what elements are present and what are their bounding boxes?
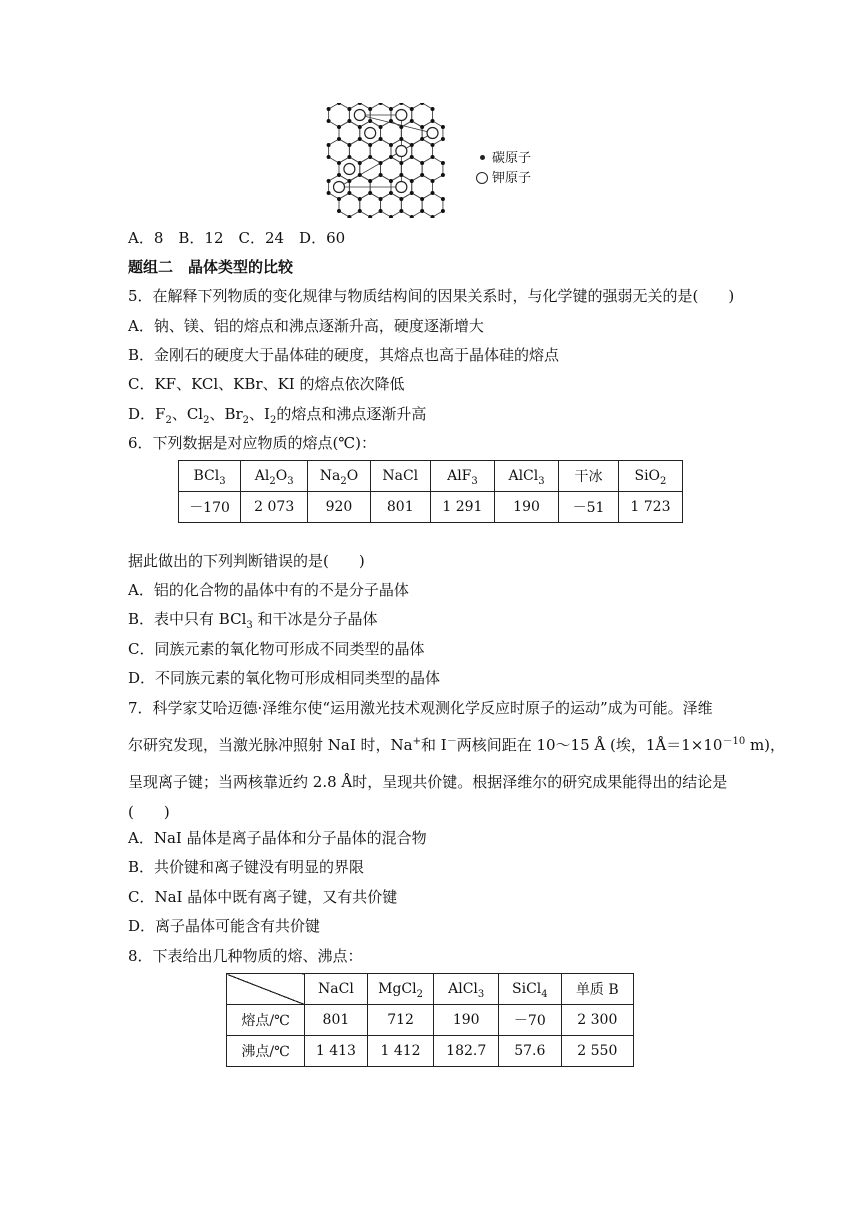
q5-d-text: D．F bbox=[128, 405, 166, 423]
q6-melting-point-table bbox=[178, 460, 683, 523]
q5-option-c: C．KF、KCl、KBr、KI 的熔点依次降低 bbox=[128, 375, 405, 393]
table-cell: 1 723 bbox=[618, 492, 682, 523]
table-header-cell: AlF$_3$ bbox=[430, 461, 494, 492]
carbon-atom bbox=[327, 143, 331, 147]
table-corner-cell bbox=[227, 974, 305, 1005]
q7-text: 和 I bbox=[421, 736, 447, 754]
carbon-atom bbox=[358, 209, 362, 213]
carbon-atom bbox=[441, 161, 445, 165]
subscript: 3 bbox=[246, 620, 253, 631]
table-header-cell: AlCl$_3$ bbox=[434, 974, 499, 1005]
q7-option-b: B．共价键和离子键没有明显的界限 bbox=[128, 858, 365, 876]
q5-option-d bbox=[128, 404, 426, 424]
carbon-atom bbox=[431, 107, 435, 111]
carbon-atom bbox=[420, 197, 424, 201]
carbon-atom bbox=[441, 197, 445, 201]
carbon-atom bbox=[347, 107, 351, 111]
carbon-atom bbox=[358, 125, 362, 129]
carbon-atom bbox=[337, 197, 341, 201]
q7-line-3: 呈现离子键；当两核靠近约 2.8 Å时，呈现共价键。根据泽维尔的研究成果能得出的结论是 bbox=[128, 773, 728, 791]
crystal-structure-figure bbox=[325, 103, 450, 218]
hexagon-ring bbox=[422, 193, 443, 217]
table-row bbox=[227, 1036, 634, 1067]
carbon-atom bbox=[420, 209, 424, 213]
potassium-atom bbox=[396, 182, 407, 193]
carbon-atom bbox=[337, 161, 341, 165]
carbon-atom bbox=[327, 191, 331, 195]
potassium-atom bbox=[354, 110, 365, 121]
carbon-atom bbox=[327, 179, 331, 183]
table-cell: 920 bbox=[308, 492, 370, 523]
potassium-atom bbox=[365, 128, 376, 139]
q7-line-2 bbox=[128, 735, 785, 755]
hexagon-ring bbox=[329, 103, 350, 127]
carbon-atom bbox=[389, 179, 393, 183]
hexagon-ring bbox=[381, 193, 402, 217]
table-row bbox=[179, 492, 683, 523]
superscript: －10 bbox=[722, 736, 746, 747]
table-header-cell: BCl$_3$ bbox=[179, 461, 241, 492]
q7-option-a: A．NaI 晶体是离子晶体和分子晶体的混合物 bbox=[128, 829, 427, 847]
table-cell: 182.7 bbox=[434, 1036, 499, 1067]
carbon-atom bbox=[337, 103, 341, 105]
carbon-atom bbox=[431, 119, 435, 123]
carbon-atom bbox=[379, 173, 383, 177]
carbon-atom bbox=[399, 173, 403, 177]
carbon-atom bbox=[431, 215, 435, 218]
q5-d-text: 、I bbox=[249, 405, 270, 423]
carbon-atom bbox=[358, 173, 362, 177]
hexagon-ring bbox=[329, 139, 350, 163]
q7-line-4: ( ) bbox=[128, 803, 170, 821]
potassium-atom bbox=[427, 128, 438, 139]
q7-option-d: D．离子晶体可能含有共价键 bbox=[128, 917, 321, 935]
carbon-atom bbox=[379, 209, 383, 213]
legend-potassium bbox=[476, 170, 531, 188]
legend-potassium-label: 钾原子 bbox=[492, 171, 532, 186]
carbon-atom bbox=[389, 143, 393, 147]
q7-line-1: 7．科学家艾哈迈德·泽维尔使“运用激光技术观测化学反应时原子的运动”成为可能。泽维 bbox=[128, 699, 713, 717]
carbon-atom bbox=[399, 137, 403, 141]
table-cell: 801 bbox=[370, 492, 430, 523]
hexagon-ring bbox=[412, 175, 433, 199]
table-header-cell: $Al_2O_3$ bbox=[241, 461, 308, 492]
legend-carbon bbox=[476, 150, 531, 168]
carbon-atom bbox=[379, 137, 383, 141]
carbon-atom bbox=[347, 143, 351, 147]
hexagon-ring bbox=[381, 157, 402, 181]
carbon-atom bbox=[431, 191, 435, 195]
carbon-atom bbox=[410, 179, 414, 183]
carbon-atom bbox=[327, 155, 331, 159]
carbon-atom bbox=[337, 125, 341, 129]
q5-option-a: A．钠、镁、铝的熔点和沸点逐渐升高，硬度逐渐增大 bbox=[128, 317, 484, 335]
carbon-atom bbox=[358, 103, 362, 105]
table-row bbox=[227, 1005, 634, 1036]
carbon-atom bbox=[420, 161, 424, 165]
carbon-atom bbox=[389, 191, 393, 195]
table-header-cell: SiCl$_4$ bbox=[499, 974, 562, 1005]
hexagon-ring bbox=[412, 139, 433, 163]
table-cell: 1 413 bbox=[305, 1036, 368, 1067]
q5-d-text: 、Br bbox=[209, 405, 243, 423]
q6-option-c: C．同族元素的氧化物可形成不同类型的晶体 bbox=[128, 640, 425, 658]
carbon-atom bbox=[441, 125, 445, 129]
hexagon-ring bbox=[412, 103, 433, 127]
q6-b-text: B．表中只有 BCl bbox=[128, 610, 247, 628]
carbon-atom bbox=[347, 215, 351, 218]
carbon-atom bbox=[431, 155, 435, 159]
table-header-cell: AlCl$_3$ bbox=[494, 461, 558, 492]
carbon-atom bbox=[327, 119, 331, 123]
carbon-atom bbox=[379, 125, 383, 129]
table-cell: 190 bbox=[434, 1005, 499, 1036]
row-label: 熔点/℃ bbox=[227, 1005, 305, 1036]
legend-carbon-label: 碳原子 bbox=[492, 151, 532, 166]
carbon-atom bbox=[420, 125, 424, 129]
carbon-atom bbox=[358, 137, 362, 141]
carbon-atom bbox=[399, 103, 403, 105]
carbon-atom bbox=[347, 155, 351, 159]
carbon-atom bbox=[420, 137, 424, 141]
carbon-atom bbox=[379, 161, 383, 165]
potassium-atom bbox=[396, 146, 407, 157]
table-cell: －70 bbox=[499, 1005, 562, 1036]
carbon-atom bbox=[368, 107, 372, 111]
carbon-atom bbox=[368, 179, 372, 183]
table-cell: －51 bbox=[559, 492, 619, 523]
carbon-atom bbox=[441, 173, 445, 177]
carbon-atom bbox=[431, 179, 435, 183]
table-cell: －170 bbox=[179, 492, 241, 523]
hexagon-ring bbox=[349, 139, 370, 163]
table-header-cell: SiO$_2$ bbox=[618, 461, 682, 492]
carbon-atom bbox=[399, 125, 403, 129]
hexagon-ring bbox=[339, 121, 360, 145]
carbon-atom bbox=[337, 173, 341, 177]
q8-properties-table bbox=[226, 973, 634, 1067]
hexagon-ring bbox=[370, 139, 391, 163]
table-cell: 801 bbox=[305, 1005, 368, 1036]
subscript: 2 bbox=[269, 415, 277, 426]
carbon-atom bbox=[327, 107, 331, 111]
carbon-atom bbox=[347, 191, 351, 195]
carbon-atom bbox=[399, 209, 403, 213]
carbon-atom bbox=[410, 191, 414, 195]
table-header-cell: MgCl$_2$ bbox=[367, 974, 434, 1005]
carbon-atom bbox=[420, 103, 424, 105]
q5-option-b: B．金刚石的硬度大于晶体硅的硬度，其熔点也高于晶体硅的熔点 bbox=[128, 346, 560, 364]
q7-option-c: C．NaI 晶体中既有离子键，又有共价键 bbox=[128, 888, 398, 906]
q5-d-text: 、Cl bbox=[171, 405, 204, 423]
carbon-atom bbox=[389, 215, 393, 218]
carbon-atom bbox=[441, 209, 445, 213]
carbon-atom bbox=[379, 197, 383, 201]
q7-text: m)， bbox=[745, 736, 786, 754]
row-label: 沸点/℃ bbox=[227, 1036, 305, 1067]
table-cell: 2 073 bbox=[241, 492, 308, 523]
carbon-atom bbox=[368, 155, 372, 159]
carbon-atom bbox=[347, 119, 351, 123]
q6-prompt: 据此做出的下列判断错误的是( ) bbox=[128, 552, 365, 570]
carbon-atom bbox=[399, 161, 403, 165]
q8-stem: 8．下表给出几种物质的熔、沸点： bbox=[128, 947, 363, 965]
carbon-atom bbox=[358, 197, 362, 201]
hexagon-ring bbox=[422, 157, 443, 181]
potassium-atom bbox=[334, 182, 345, 193]
group-heading: 题组二 晶体类型的比较 bbox=[128, 258, 294, 276]
potassium-atom bbox=[344, 164, 355, 175]
carbon-atom bbox=[368, 143, 372, 147]
carbon-atom bbox=[399, 197, 403, 201]
q6-option-a: A．铝的化合物的晶体中有的不是分子晶体 bbox=[128, 581, 409, 599]
table-row bbox=[179, 461, 683, 492]
carbon-atom bbox=[368, 215, 372, 218]
table-row bbox=[227, 974, 634, 1005]
table-header-cell: NaCl bbox=[370, 461, 430, 492]
carbon-atom bbox=[389, 155, 393, 159]
carbon-atom bbox=[368, 119, 372, 123]
hexagon-ring bbox=[360, 193, 381, 217]
q5-stem: 5．在解释下列物质的变化规律与物质结构间的因果关系时，与化学键的强弱无关的是( ) bbox=[128, 287, 735, 305]
carbon-atom bbox=[410, 107, 414, 111]
carbon-atom bbox=[410, 119, 414, 123]
table-cell: 2 550 bbox=[561, 1036, 633, 1067]
table-header-cell: 干冰 bbox=[559, 461, 619, 492]
table-cell: 57.6 bbox=[499, 1036, 562, 1067]
table-cell: 190 bbox=[494, 492, 558, 523]
table-header-cell: 单质 B bbox=[561, 974, 633, 1005]
q6-stem: 6．下列数据是对应物质的熔点(℃)： bbox=[128, 434, 377, 452]
table-header-cell: $Na_2O$ bbox=[308, 461, 370, 492]
potassium-atom bbox=[396, 110, 407, 121]
carbon-atom bbox=[389, 119, 393, 123]
q5-d-text: 的熔点和沸点逐渐升高 bbox=[276, 405, 427, 423]
subscript: 2 bbox=[242, 415, 250, 426]
table-cell: 1 412 bbox=[367, 1036, 434, 1067]
carbon-atom bbox=[441, 137, 445, 141]
carbon-atom bbox=[410, 215, 414, 218]
carbon-atom bbox=[431, 143, 435, 147]
hexagon-ring bbox=[401, 121, 422, 145]
hexagon-ring bbox=[401, 157, 422, 181]
q7-text: 尔研究发现，当激光脉冲照射 NaI 时，Na bbox=[128, 736, 413, 754]
table-cell: 2 300 bbox=[561, 1005, 633, 1036]
hexagon-ring bbox=[401, 193, 422, 217]
subscript: 2 bbox=[165, 415, 172, 426]
q6-option-b bbox=[128, 609, 378, 629]
carbon-atom bbox=[410, 155, 414, 159]
table-cell: 712 bbox=[367, 1005, 434, 1036]
table-cell: 1 291 bbox=[430, 492, 494, 523]
carbon-atom bbox=[337, 137, 341, 141]
carbon-atom bbox=[368, 191, 372, 195]
carbon-atom bbox=[389, 107, 393, 111]
carbon-atom bbox=[337, 209, 341, 213]
superscript: － bbox=[446, 736, 457, 747]
superscript: + bbox=[412, 736, 421, 747]
q6-option-d: D．不同族元素的氧化物可形成相同类型的晶体 bbox=[128, 669, 441, 687]
carbon-atom bbox=[410, 143, 414, 147]
carbon-atom bbox=[347, 179, 351, 183]
carbon-atom bbox=[420, 173, 424, 177]
potassium-ring-icon bbox=[476, 172, 488, 184]
carbon-atom bbox=[358, 161, 362, 165]
hexagon-ring bbox=[339, 193, 360, 217]
carbon-atom bbox=[379, 103, 383, 105]
q6-b-text: 和干冰是分子晶体 bbox=[252, 610, 378, 628]
q7-text: 两核间距在 10～15 Å (埃，1Å＝1×10 bbox=[456, 736, 723, 754]
carbon-dot-icon bbox=[480, 155, 485, 160]
q4-options: A．8 B．12 C．24 D．60 bbox=[128, 229, 346, 247]
subscript: 2 bbox=[203, 415, 210, 426]
table-header-cell: NaCl bbox=[305, 974, 368, 1005]
